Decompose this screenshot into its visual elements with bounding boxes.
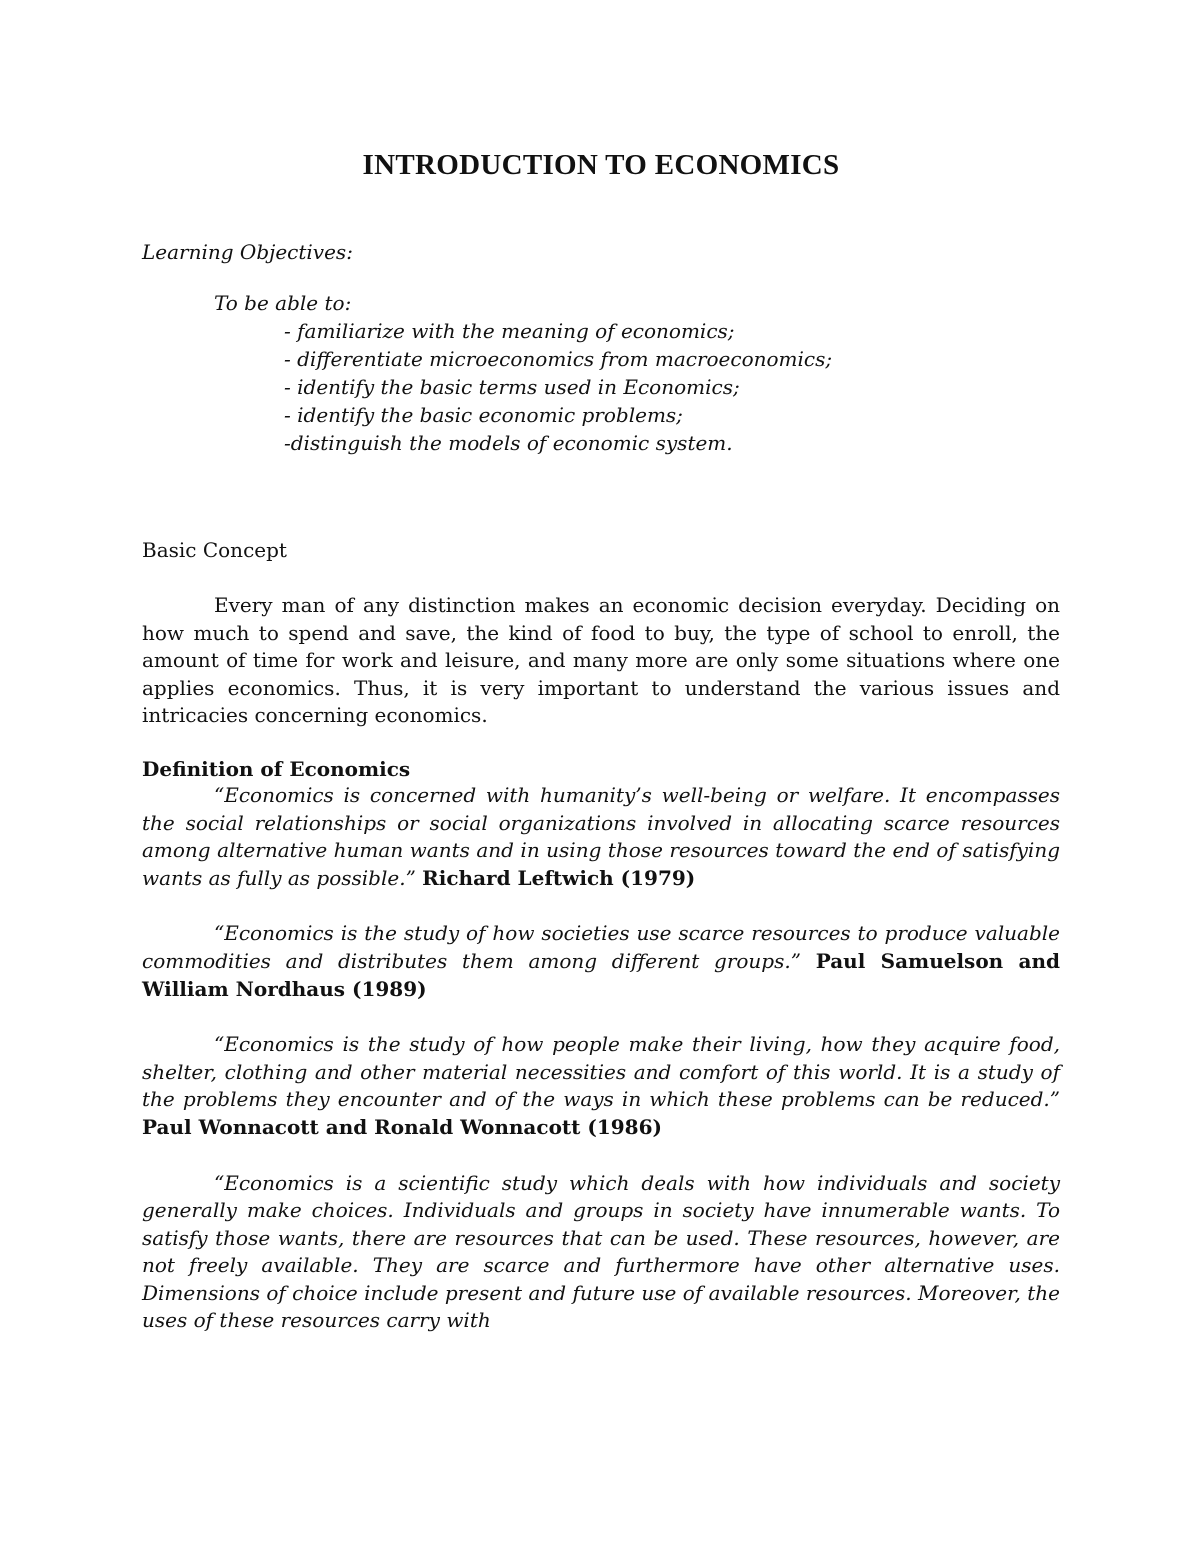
quote-text: “Economics is the study of how people make their living, how they acquire food, shelter, clothing and other material necessities and comfort of this world. It is a study of the problems they encounter and of the ways in which these problems can be reduced.”: [142, 1032, 1060, 1112]
objective-item: - identify the basic terms used in Economics;: [284, 375, 740, 399]
definition-quote: [142, 1170, 1060, 1336]
objective-item: - differentiate microeconomics from macroeconomics;: [284, 347, 833, 371]
quote-citation: Paul Samuelson and William Nordhaus (1989): [142, 948, 1061, 1001]
objective-item: - familiarize with the meaning of economics;: [284, 319, 735, 343]
basic-concept-heading: Basic Concept: [142, 538, 287, 562]
basic-concept-paragraph: Every man of any distinction makes an economic decision everyday. Deciding on how much to spend and save, the kind of food to buy, the type of school to enroll, the amount of time for work and leisure, and many more are only some situations where one applies economics. Thus, it is very important to understand the various issues and intricacies concerning economics.: [142, 593, 1060, 728]
objectives-list: [284, 317, 1060, 457]
quote-text: “Economics is concerned with humanity’s well-being or welfare. It encompasses the social relationships or social organizations involved in allocating scarce resources among alternative human wants and in using those resources toward the end of satisfying wants as fully as possible.”: [142, 782, 1060, 890]
definition-quote: [142, 1031, 1060, 1141]
learning-objectives-label: Learning Objectives:: [142, 240, 353, 264]
quote-citation: Paul Wonnacott and Ronald Wonnacott (1986): [142, 1114, 662, 1139]
definition-quote: [142, 782, 1060, 892]
definition-quote: [142, 920, 1060, 1003]
definition-heading: Definition of Economics: [142, 756, 411, 781]
objective-item: -distinguish the models of economic system.: [284, 431, 733, 455]
objectives-intro: To be able to:: [214, 291, 352, 315]
document-page: [142, 140, 1060, 1335]
page-title: INTRODUCTION TO ECONOMICS: [362, 149, 840, 181]
quote-text: “Economics is the study of how societies use scarce resources to produce valuable commodities and distributes them among different groups.”: [142, 921, 1060, 973]
objective-item: - identify the basic economic problems;: [284, 403, 683, 427]
quote-citation: Richard Leftwich (1979): [422, 865, 696, 890]
quote-text: “Economics is a scientific study which deals with how individuals and society generally make choices. Individuals and groups in society have innumerable wants. To satisfy those wants, there are resources that can be used. These resources, however, are not freely available. They are scarce and furthermore have other alternative uses. Dimensions of choice include present and future use of available resources. Moreover, the uses of these resources carry with: [142, 1170, 1060, 1333]
